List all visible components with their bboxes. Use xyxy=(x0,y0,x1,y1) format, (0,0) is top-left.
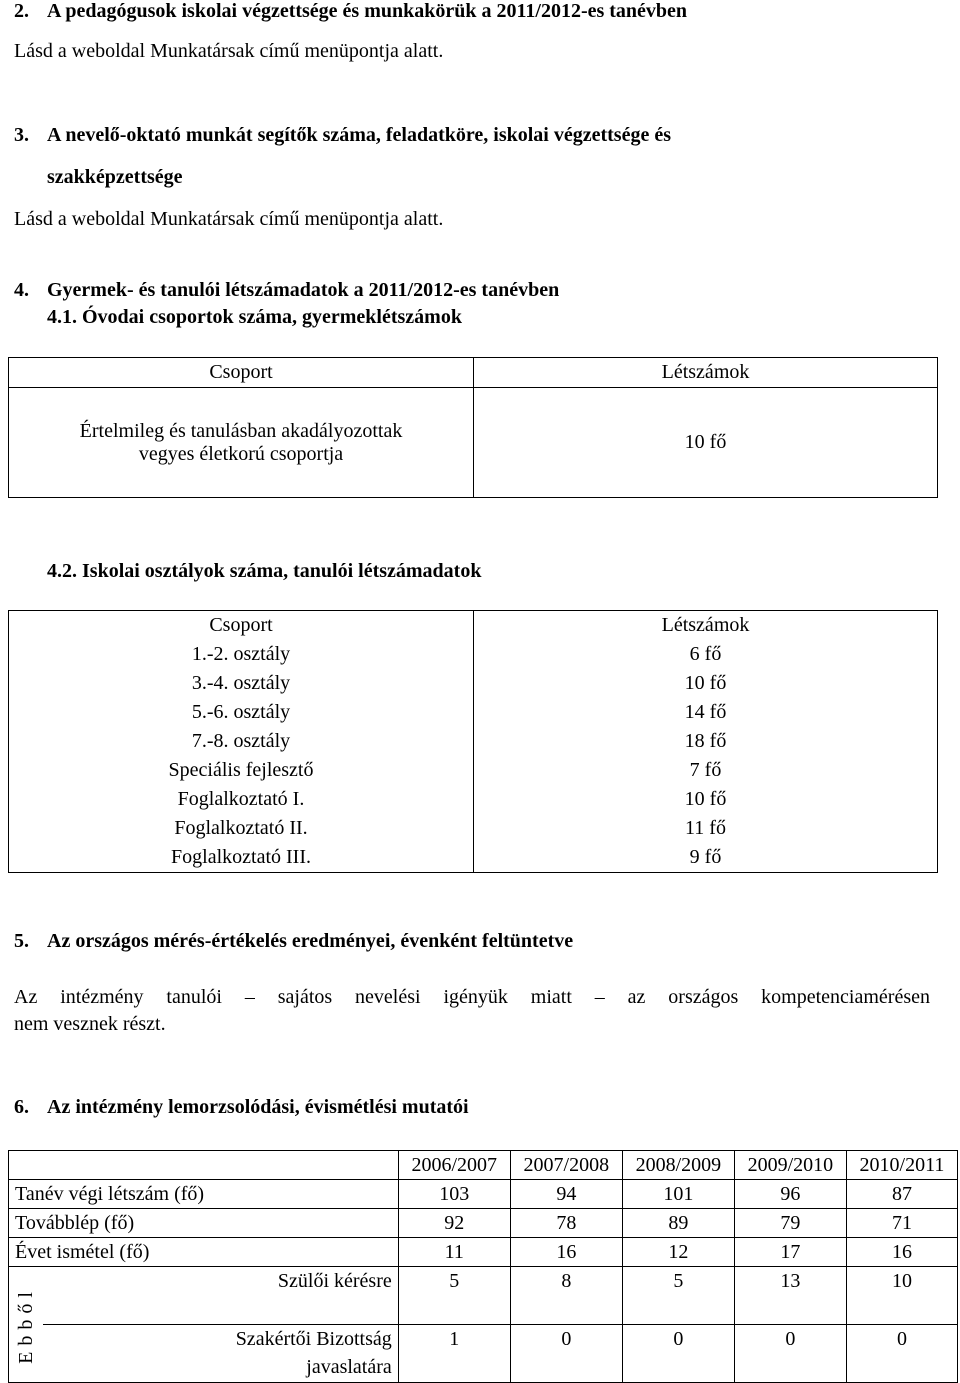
table-row xyxy=(9,698,938,727)
row-label: Évet ismétel (fő) xyxy=(9,1238,399,1267)
table-row xyxy=(9,785,938,814)
section-5-heading xyxy=(14,930,573,953)
table-cell: 96 xyxy=(734,1180,846,1209)
table-header: Létszámok xyxy=(474,611,938,641)
table-cell: Foglalkoztató II. xyxy=(9,814,474,843)
section-number: 3. xyxy=(14,124,29,146)
table-cell: 5.-6. osztály xyxy=(9,698,474,727)
table-header: 2007/2008 xyxy=(510,1151,622,1180)
table-cell: 71 xyxy=(846,1209,957,1238)
table-cell: 11 fő xyxy=(474,814,938,843)
section-6-heading xyxy=(14,1096,469,1119)
row-label: Szülői kérésre xyxy=(43,1267,398,1325)
table-cell: 18 fő xyxy=(474,727,938,756)
table-cell: 12 xyxy=(622,1238,734,1267)
table-header: 2008/2009 xyxy=(622,1151,734,1180)
table-cell: Foglalkoztató I. xyxy=(9,785,474,814)
table-cell: 92 xyxy=(398,1209,510,1238)
table-cell: 16 xyxy=(846,1238,957,1267)
table-cell: 79 xyxy=(734,1209,846,1238)
school-class-table xyxy=(8,610,938,873)
section-4-1-heading: 4.1. Óvodai csoportok száma, gyermeklétszámok xyxy=(47,306,462,328)
table-cell: 1.-2. osztály xyxy=(9,640,474,669)
row-label: Tanév végi létszám (fő) xyxy=(9,1180,399,1209)
table-row xyxy=(9,1325,958,1383)
table-cell: 10 fő xyxy=(474,785,938,814)
table-cell: 8 xyxy=(510,1267,622,1325)
section-title: Az intézmény lemorzsolódási, évismétlési mutatói xyxy=(47,1096,469,1118)
table-row xyxy=(9,814,938,843)
paragraph-line: Az intézmény tanulói – sajátos nevelési igényük miatt – az országos kompetenciamérésen xyxy=(14,986,930,1008)
table-cell: Speciális fejlesztő xyxy=(9,756,474,785)
table-cell: 89 xyxy=(622,1209,734,1238)
table-cell xyxy=(9,388,474,498)
row-label-line: javaslatára xyxy=(306,1356,392,1378)
section-3-heading xyxy=(14,124,671,147)
table-cell: Foglalkoztató III. xyxy=(9,843,474,873)
table-row xyxy=(9,388,938,498)
ebbol-label: Ebből xyxy=(15,1285,37,1364)
table-cell: 6 fő xyxy=(474,640,938,669)
section-number: 2. xyxy=(14,0,29,22)
table-row xyxy=(9,640,938,669)
table-cell: 10 xyxy=(846,1267,957,1325)
group-name-line: vegyes életkorú csoportja xyxy=(138,442,344,465)
section-5-text xyxy=(14,986,930,1036)
table-row xyxy=(9,1209,958,1238)
table-cell: 0 xyxy=(734,1325,846,1383)
table-row xyxy=(9,756,938,785)
table-header-empty xyxy=(9,1151,399,1180)
table-header: 2010/2011 xyxy=(846,1151,957,1180)
section-title: Gyermek- és tanulói létszámadatok a 2011/2012-es tanévben xyxy=(47,279,560,301)
row-label xyxy=(43,1325,398,1383)
table-cell: 5 xyxy=(398,1267,510,1325)
table-row xyxy=(9,843,938,873)
table-cell: 10 fő xyxy=(474,669,938,698)
table-header: Létszámok xyxy=(474,358,938,388)
table-cell: 0 xyxy=(622,1325,734,1383)
table-cell: 9 fő xyxy=(474,843,938,873)
row-label-line: Szakértői Bizottság xyxy=(235,1328,392,1350)
section-2-heading xyxy=(14,0,687,23)
section-2-note: Lásd a weboldal Munkatársak című menüpontja alatt. xyxy=(14,40,444,62)
table-cell: 5 xyxy=(622,1267,734,1325)
table-cell: 16 xyxy=(510,1238,622,1267)
section-number: 5. xyxy=(14,930,29,952)
ebbol-label-cell xyxy=(9,1267,44,1383)
table-cell: 17 xyxy=(734,1238,846,1267)
table-header: 2006/2007 xyxy=(398,1151,510,1180)
section-3-note: Lásd a weboldal Munkatársak című menüpontja alatt. xyxy=(14,208,444,230)
table-cell: 7.-8. osztály xyxy=(9,727,474,756)
dropout-repetition-table xyxy=(8,1150,958,1383)
table-row xyxy=(9,1238,958,1267)
table-cell: 103 xyxy=(398,1180,510,1209)
table-cell: 0 xyxy=(846,1325,957,1383)
section-title: A pedagógusok iskolai végzettsége és munkakörük a 2011/2012-es tanévben xyxy=(47,0,688,22)
section-3-heading-cont: szakképzettsége xyxy=(47,166,183,188)
table-row xyxy=(9,1180,958,1209)
table-cell: 94 xyxy=(510,1180,622,1209)
section-title: Az országos mérés-értékelés eredményei, évenként feltüntetve xyxy=(47,930,574,952)
table-cell: 87 xyxy=(846,1180,957,1209)
table-row xyxy=(9,669,938,698)
table-header: Csoport xyxy=(9,358,474,388)
kindergarten-group-table xyxy=(8,357,938,498)
table-cell: 7 fő xyxy=(474,756,938,785)
section-number: 6. xyxy=(14,1096,29,1118)
table-cell: 10 fő xyxy=(474,388,938,498)
table-cell: 13 xyxy=(734,1267,846,1325)
section-title: A nevelő-oktató munkát segítők száma, feladatköre, iskolai végzettsége és xyxy=(47,124,672,146)
section-number: 4. xyxy=(14,279,29,301)
group-name-line: Értelmileg és tanulásban akadályozottak xyxy=(79,419,403,442)
row-label: Továbblép (fő) xyxy=(9,1209,399,1238)
table-header: 2009/2010 xyxy=(734,1151,846,1180)
table-cell: 11 xyxy=(398,1238,510,1267)
table-row xyxy=(9,727,938,756)
table-cell: 78 xyxy=(510,1209,622,1238)
table-cell: 101 xyxy=(622,1180,734,1209)
table-cell: 3.-4. osztály xyxy=(9,669,474,698)
section-4-heading xyxy=(14,279,559,302)
table-row xyxy=(9,1267,958,1325)
table-cell: 1 xyxy=(398,1325,510,1383)
paragraph-line: nem vesznek részt. xyxy=(14,1013,166,1035)
table-header: Csoport xyxy=(9,611,474,641)
table-cell: 0 xyxy=(510,1325,622,1383)
section-4-2-heading: 4.2. Iskolai osztályok száma, tanulói létszámadatok xyxy=(47,560,482,582)
table-cell: 14 fő xyxy=(474,698,938,727)
